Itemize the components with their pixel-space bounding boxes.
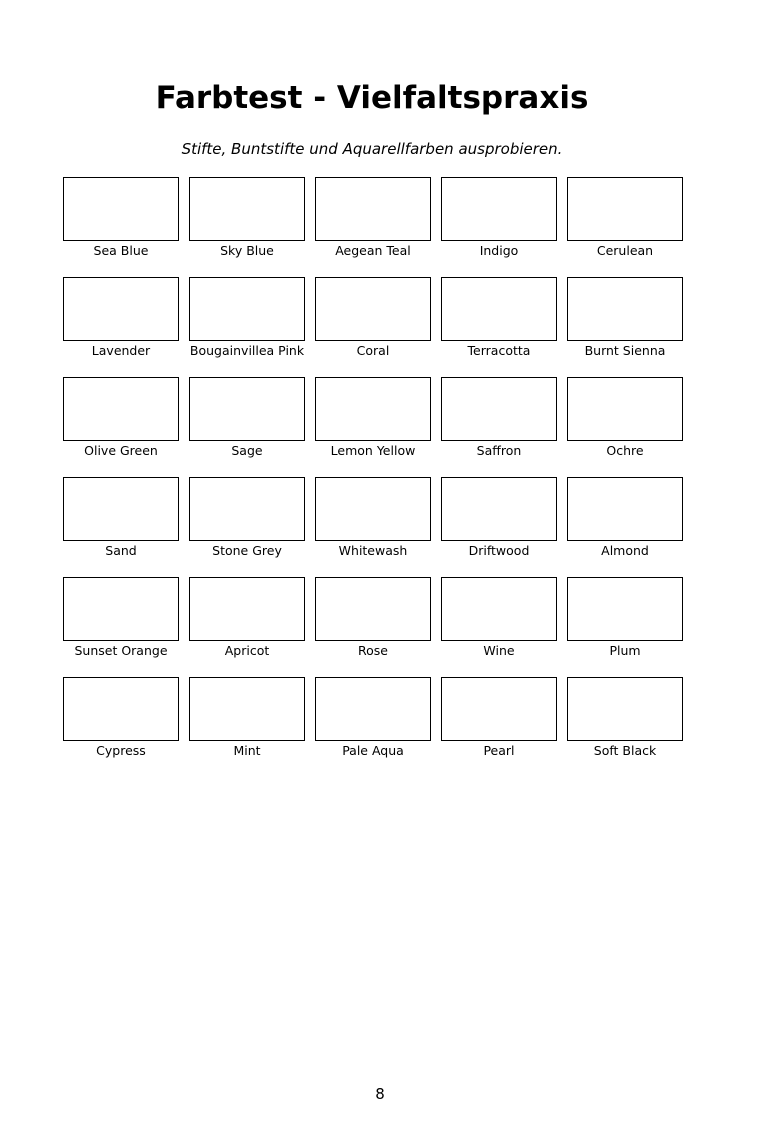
swatch-cell	[189, 577, 305, 677]
swatch-label: Coral	[356, 343, 390, 358]
swatch-cell	[567, 377, 683, 477]
swatch-label: Sunset Orange	[74, 643, 168, 658]
swatch-box	[63, 177, 179, 241]
swatch-cell	[315, 177, 431, 277]
swatch-cell	[441, 577, 557, 677]
swatch-label: Sky Blue	[220, 243, 274, 258]
page-number: 8	[375, 1085, 385, 1103]
swatch-label: Ochre	[606, 443, 644, 458]
swatch-box	[315, 477, 431, 541]
swatch-label: Sage	[231, 443, 263, 458]
swatch-cell	[567, 277, 683, 377]
swatch-label: Indigo	[479, 243, 519, 258]
swatch-box	[189, 377, 305, 441]
swatch-box	[567, 577, 683, 641]
swatch-cell	[441, 477, 557, 577]
swatch-box	[63, 477, 179, 541]
swatch-cell	[441, 677, 557, 777]
swatch-cell	[189, 377, 305, 477]
swatch-label: Aegean Teal	[335, 243, 411, 258]
swatch-box	[189, 577, 305, 641]
swatch-box	[567, 377, 683, 441]
swatch-cell	[441, 377, 557, 477]
swatch-cell	[567, 477, 683, 577]
swatch-grid	[63, 177, 683, 777]
swatch-box	[567, 477, 683, 541]
swatch-label: Mint	[233, 743, 261, 758]
swatch-box	[63, 677, 179, 741]
swatch-label: Cypress	[96, 743, 146, 758]
swatch-box	[63, 377, 179, 441]
swatch-cell	[189, 177, 305, 277]
swatch-cell	[315, 677, 431, 777]
swatch-cell	[63, 477, 179, 577]
swatch-cell	[315, 477, 431, 577]
swatch-cell	[315, 577, 431, 677]
swatch-box	[567, 677, 683, 741]
swatch-box	[63, 277, 179, 341]
swatch-box	[189, 477, 305, 541]
swatch-label: Olive Green	[84, 443, 158, 458]
swatch-box	[567, 277, 683, 341]
swatch-box	[441, 477, 557, 541]
swatch-cell	[63, 577, 179, 677]
swatch-cell	[63, 177, 179, 277]
swatch-label: Soft Black	[593, 743, 657, 758]
swatch-box	[441, 277, 557, 341]
swatch-box	[189, 277, 305, 341]
swatch-label: Terracotta	[467, 343, 531, 358]
swatch-cell	[189, 277, 305, 377]
swatch-box	[441, 677, 557, 741]
swatch-cell	[441, 177, 557, 277]
swatch-cell	[567, 577, 683, 677]
swatch-label: Lemon Yellow	[330, 443, 416, 458]
page-subtitle: Stifte, Buntstifte und Aquarellfarben ausprobieren.	[181, 140, 563, 158]
swatch-box	[189, 677, 305, 741]
swatch-cell	[315, 377, 431, 477]
swatch-label: Cerulean	[596, 243, 654, 258]
swatch-label: Bougainvillea Pink	[189, 343, 305, 358]
swatch-box	[315, 377, 431, 441]
swatch-label: Sea Blue	[93, 243, 149, 258]
swatch-label: Stone Grey	[212, 543, 282, 558]
swatch-cell	[441, 277, 557, 377]
swatch-box	[315, 577, 431, 641]
swatch-box	[441, 377, 557, 441]
swatch-label: Saffron	[476, 443, 522, 458]
swatch-label: Lavender	[91, 343, 151, 358]
swatch-cell	[315, 277, 431, 377]
swatch-box	[189, 177, 305, 241]
swatch-box	[315, 677, 431, 741]
page-title: Farbtest - Vielfaltspraxis	[155, 80, 589, 116]
swatch-box	[441, 177, 557, 241]
swatch-cell	[567, 177, 683, 277]
swatch-cell	[189, 477, 305, 577]
swatch-cell	[63, 277, 179, 377]
swatch-cell	[189, 677, 305, 777]
swatch-label: Almond	[601, 543, 649, 558]
swatch-box	[315, 277, 431, 341]
swatch-label: Sand	[105, 543, 137, 558]
swatch-cell	[63, 677, 179, 777]
swatch-label: Plum	[609, 643, 641, 658]
swatch-label: Driftwood	[468, 543, 530, 558]
swatch-label: Apricot	[224, 643, 270, 658]
swatch-cell	[567, 677, 683, 777]
swatch-cell	[63, 377, 179, 477]
swatch-box	[441, 577, 557, 641]
swatch-label: Wine	[483, 643, 515, 658]
swatch-box	[315, 177, 431, 241]
swatch-label: Burnt Sienna	[584, 343, 666, 358]
swatch-box	[63, 577, 179, 641]
swatch-label: Rose	[358, 643, 388, 658]
swatch-box	[567, 177, 683, 241]
swatch-label: Pearl	[483, 743, 515, 758]
swatch-label: Pale Aqua	[342, 743, 404, 758]
swatch-label: Whitewash	[338, 543, 408, 558]
